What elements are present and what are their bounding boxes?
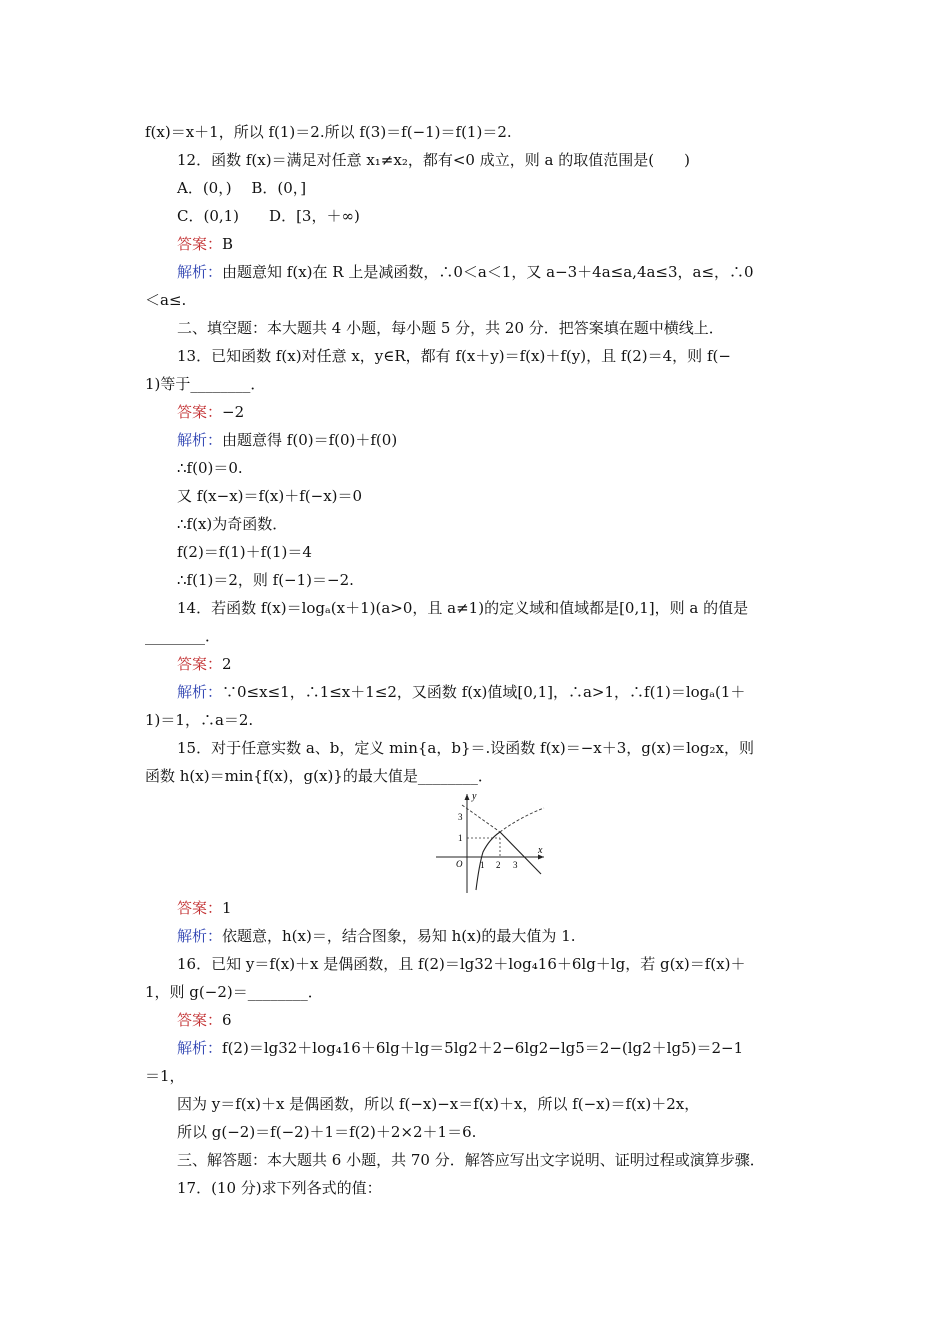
text-line: 又 f(x−x)＝f(x)＋f(−x)＝0 xyxy=(177,487,363,505)
section-heading: 三、解答题：本大题共 6 小题，共 70 分．解答应写出文字说明、证明过程或演算步骤． xyxy=(177,1151,765,1169)
answer-line xyxy=(177,898,842,918)
analysis-label: 解析： xyxy=(177,263,223,281)
text-line: ＜a≤. xyxy=(145,291,187,309)
x-tick-label: 3 xyxy=(513,860,518,870)
text-line: ＝1， xyxy=(145,1067,185,1085)
text-line: 1)等于________． xyxy=(145,375,266,393)
y-axis-arrow xyxy=(465,794,470,800)
question-17: 17．(10 分)求下列各式的值： xyxy=(177,1179,382,1197)
y-axis-label: y xyxy=(472,791,477,802)
analysis-text: f(2)＝lg32＋log₄16＋6lg＋lg＝5lg2＋2−6lg2−lg5＝2−(lg2＋lg5)＝2−1 xyxy=(222,1039,744,1057)
origin-label: O xyxy=(456,859,463,869)
analysis-text: ∵0≤x≤1，∴1≤x＋1≤2，又函数 f(x)值域[0,1]，∴a>1，∴f(1)＝logₐ(1＋ xyxy=(222,683,746,701)
answer-line xyxy=(177,1010,842,1030)
question-14: 14．若函数 f(x)＝logₐ(x＋1)(a>0，且 a≠1)的定义域和值域都是[0,1]，则 a 的值是 xyxy=(177,599,749,617)
text-line: ∴f(1)＝2，则 f(−1)＝−2. xyxy=(177,571,354,589)
analysis-label: 解析： xyxy=(177,1039,223,1057)
answer-label: 答案： xyxy=(177,899,223,917)
analysis-text: 由题意知 f(x)在 R 上是减函数，∴0＜a＜1，又 a−3＋4a≤a,4a≤3，a≤，∴0 xyxy=(222,263,754,281)
analysis-line xyxy=(177,1038,842,1058)
text-line: 1，则 g(−2)＝________． xyxy=(145,983,323,1001)
analysis-text: 由题意得 f(0)＝f(0)＋f(0) xyxy=(222,431,398,449)
answer-text: B xyxy=(222,235,234,253)
text-line: 1)＝1，∴a＝2. xyxy=(145,711,254,729)
line-dashed-part xyxy=(462,805,500,832)
x-tick-label: 1 xyxy=(480,860,485,870)
question-13: 13．已知函数 f(x)对任意 x，y∈R，都有 f(x＋y)＝f(x)＋f(y)，且 f(2)＝4，则 f(− xyxy=(177,347,731,365)
x-axis-label: x xyxy=(538,845,543,856)
analysis-text: 依题意，h(x)＝，结合图象，易知 h(x)的最大值为 1. xyxy=(222,927,576,945)
text-line: 函数 h(x)＝min{f(x)，g(x)}的最大值是________． xyxy=(145,767,493,785)
question-12: 12．函数 f(x)＝满足对任意 x₁≠x₂，都有<0 成立，则 a 的取值范围是( ) xyxy=(177,151,690,169)
answer-label: 答案： xyxy=(177,655,223,673)
answer-text: 6 xyxy=(222,1011,232,1029)
answer-label: 答案： xyxy=(177,235,223,253)
analysis-line xyxy=(177,682,842,702)
y-tick-label: 1 xyxy=(458,833,463,843)
x-tick-label: 2 xyxy=(496,860,501,870)
answer-text: 1 xyxy=(222,899,232,917)
y-tick-label: 3 xyxy=(458,812,463,822)
choice-line: C．(0,1) D．[3，＋∞) xyxy=(177,207,360,225)
analysis-line xyxy=(177,926,842,946)
answer-label: 答案： xyxy=(177,403,223,421)
analysis-label: 解析： xyxy=(177,431,223,449)
analysis-line xyxy=(177,262,842,282)
analysis-line xyxy=(177,430,842,450)
analysis-label: 解析： xyxy=(177,683,223,701)
choice-line: A．(0，) B．(0，] xyxy=(177,179,307,197)
question-15: 15．对于任意实数 a、b，定义 min{a，b}＝.设函数 f(x)＝−x＋3，g(x)＝log₂x，则 xyxy=(177,739,754,757)
answer-line xyxy=(177,234,842,254)
text-line: ∴f(0)＝0. xyxy=(177,459,243,477)
answer-text: 2 xyxy=(222,655,232,673)
analysis-label: 解析： xyxy=(177,927,223,945)
answer-line xyxy=(177,654,842,674)
section-heading: 二、填空题：本大题共 4 小题，每小题 5 分，共 20 分．把答案填在题中横线上． xyxy=(177,319,724,337)
function-graph xyxy=(432,790,547,896)
text-line: f(2)＝f(1)＋f(1)＝4 xyxy=(177,543,312,561)
answer-label: 答案： xyxy=(177,1011,223,1029)
log-dashed-part xyxy=(500,808,544,832)
answer-text: −2 xyxy=(222,403,245,421)
text-line: 所以 g(−2)＝f(−2)＋1＝f(2)＋2×2＋1＝6. xyxy=(177,1123,477,1141)
text-line: ∴f(x)为奇函数． xyxy=(177,515,288,533)
line-solid-part xyxy=(500,832,541,874)
text-line: f(x)＝x＋1，所以 f(1)＝2.所以 f(3)＝f(−1)＝f(1)＝2. xyxy=(145,123,512,141)
question-16: 16．已知 y＝f(x)＋x 是偶函数，且 f(2)＝lg32＋log₄16＋6lg＋lg，若 g(x)＝f(x)＋ xyxy=(177,955,746,973)
answer-line xyxy=(177,402,842,422)
text-line: ________． xyxy=(145,627,221,645)
text-line: 因为 y＝f(x)＋x 是偶函数，所以 f(−x)−x＝f(x)＋x，所以 f(−x)＝f(x)＋2x， xyxy=(177,1095,700,1113)
